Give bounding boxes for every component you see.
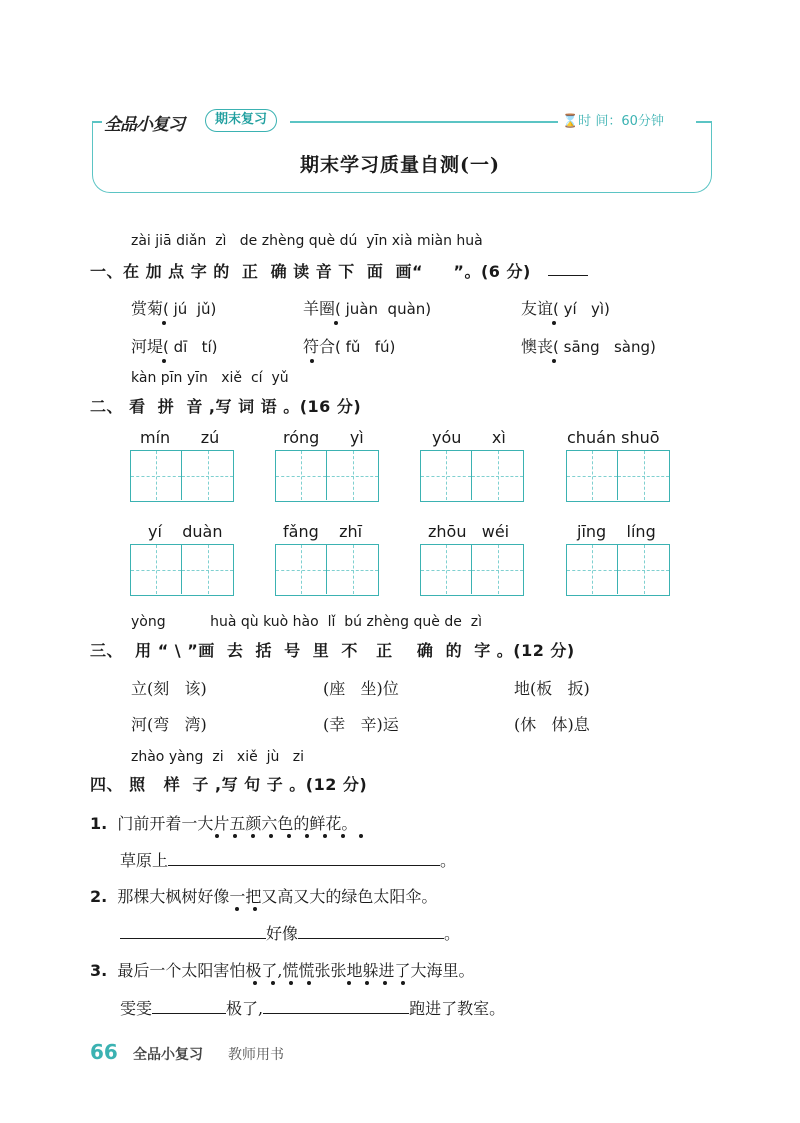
section4-pinyin: zhào yàng zi xiě jù zi bbox=[131, 749, 304, 765]
word-pinyin: yí duàn bbox=[148, 522, 223, 541]
word-pinyin: zhōu wéi bbox=[428, 522, 510, 541]
answer-line-1: 草原上 。 bbox=[120, 851, 457, 870]
emphasis-dot bbox=[552, 321, 556, 325]
s1-item: 符合( fǔ fú) bbox=[303, 337, 396, 356]
s3-item: (幸 辛)运 bbox=[323, 715, 399, 734]
section2-pinyin: kàn pīn yīn xiě cí yǔ bbox=[131, 370, 289, 386]
writing-grid[interactable] bbox=[275, 450, 379, 502]
emphasis-dot bbox=[269, 834, 273, 838]
s3-item: 河(弯 湾) bbox=[131, 715, 207, 734]
section1-blank bbox=[548, 275, 588, 276]
writing-grid[interactable] bbox=[275, 544, 379, 596]
section2-title: 二、 看 拼 音 ,写 词 语 。(16 分) bbox=[90, 397, 362, 416]
section-badge: 期末复习 bbox=[205, 109, 277, 132]
emphasis-dot bbox=[253, 981, 257, 985]
word-pinyin: mín zú bbox=[140, 428, 220, 447]
emphasis-dot bbox=[347, 981, 351, 985]
question-2: 2. 那棵大枫树好像一把又高又大的绿色太阳伞。 bbox=[90, 887, 438, 906]
emphasis-dot bbox=[215, 834, 219, 838]
emphasis-dot bbox=[341, 834, 345, 838]
writing-grid[interactable] bbox=[130, 544, 234, 596]
s1-item: 河堤( dī tí) bbox=[131, 337, 218, 356]
emphasis-dot bbox=[365, 981, 369, 985]
emphasis-dot bbox=[323, 834, 327, 838]
question-3: 3. 最后一个太阳害怕极了,慌慌张张地躲进了大海里。 bbox=[90, 961, 475, 980]
header-rule bbox=[696, 121, 712, 123]
s3-item: 立(刻 该) bbox=[131, 679, 207, 698]
s1-item: 赏菊( jú jǔ) bbox=[131, 299, 217, 318]
question-1: 1. 门前开着一大片五颜六色的鲜花。 bbox=[90, 814, 358, 833]
section1-pinyin: zài jiā diǎn zì de zhèng què dú yīn xià miàn huà bbox=[131, 233, 483, 249]
emphasis-dot bbox=[359, 834, 363, 838]
s3-item: 地(板 扳) bbox=[514, 679, 590, 698]
emphasis-dot bbox=[552, 359, 556, 363]
emphasis-dot bbox=[233, 834, 237, 838]
emphasis-dot bbox=[305, 834, 309, 838]
answer-blank[interactable] bbox=[298, 938, 444, 939]
s1-item: 羊圈( juàn quàn) bbox=[303, 299, 432, 318]
time-limit: ⌛时 间：60分钟 bbox=[562, 114, 664, 129]
emphasis-dot bbox=[235, 907, 239, 911]
word-pinyin: yóu xì bbox=[432, 428, 506, 447]
word-pinyin: fǎng zhī bbox=[283, 522, 363, 541]
section1-title: 一、在 加 点 字 的 正 确 读 音 下 面 画“ ”。(6 分) bbox=[90, 262, 531, 281]
writing-grid[interactable] bbox=[566, 544, 670, 596]
emphasis-dot bbox=[310, 359, 314, 363]
emphasis-dot bbox=[271, 981, 275, 985]
emphasis-dot bbox=[253, 907, 257, 911]
page-number: 66 bbox=[90, 1040, 118, 1064]
answer-blank[interactable] bbox=[168, 865, 440, 866]
section4-title: 四、 照 样 子 ,写 句 子 。(12 分) bbox=[90, 775, 368, 794]
answer-blank[interactable] bbox=[263, 1013, 409, 1014]
page-title: 期末学习质量自测(一) bbox=[300, 154, 500, 176]
writing-grid[interactable] bbox=[566, 450, 670, 502]
section3-title: 三、 用 “ \ ”画 去 括 号 里 不 正 确 的 字 。(12 分) bbox=[90, 641, 575, 660]
writing-grid[interactable] bbox=[420, 450, 524, 502]
answer-line-3: 雯雯 极了, 跑进了教室。 bbox=[120, 999, 506, 1018]
s3-item: (休 体)息 bbox=[514, 715, 590, 734]
emphasis-dot bbox=[401, 981, 405, 985]
answer-blank[interactable] bbox=[120, 938, 266, 939]
emphasis-dot bbox=[162, 321, 166, 325]
header-rule bbox=[92, 121, 102, 123]
footer-brand: 全品小复习 bbox=[133, 1047, 203, 1063]
word-pinyin: chuán shuō bbox=[567, 428, 660, 447]
emphasis-dot bbox=[287, 834, 291, 838]
answer-line-2: 好像 。 bbox=[120, 921, 460, 944]
emphasis-dot bbox=[307, 981, 311, 985]
word-pinyin: jīng líng bbox=[577, 522, 656, 541]
s1-item: 懊丧( sāng sàng) bbox=[521, 337, 656, 356]
brand-logo: 全品小复习 bbox=[104, 115, 184, 135]
header-rule bbox=[290, 121, 558, 123]
s3-item: (座 坐)位 bbox=[323, 679, 399, 698]
emphasis-dot bbox=[289, 981, 293, 985]
answer-blank[interactable] bbox=[152, 1013, 226, 1014]
section3-pinyin: yòng huà qù kuò hào lǐ bú zhèng què de zì bbox=[131, 614, 482, 630]
emphasis-dot bbox=[383, 981, 387, 985]
emphasis-dot bbox=[251, 834, 255, 838]
word-pinyin: róng yì bbox=[283, 428, 364, 447]
footer-subtitle: 教师用书 bbox=[228, 1047, 284, 1063]
emphasis-dot bbox=[334, 321, 338, 325]
s1-item: 友谊( yí yì) bbox=[521, 299, 610, 318]
writing-grid[interactable] bbox=[130, 450, 234, 502]
writing-grid[interactable] bbox=[420, 544, 524, 596]
emphasis-dot bbox=[162, 359, 166, 363]
